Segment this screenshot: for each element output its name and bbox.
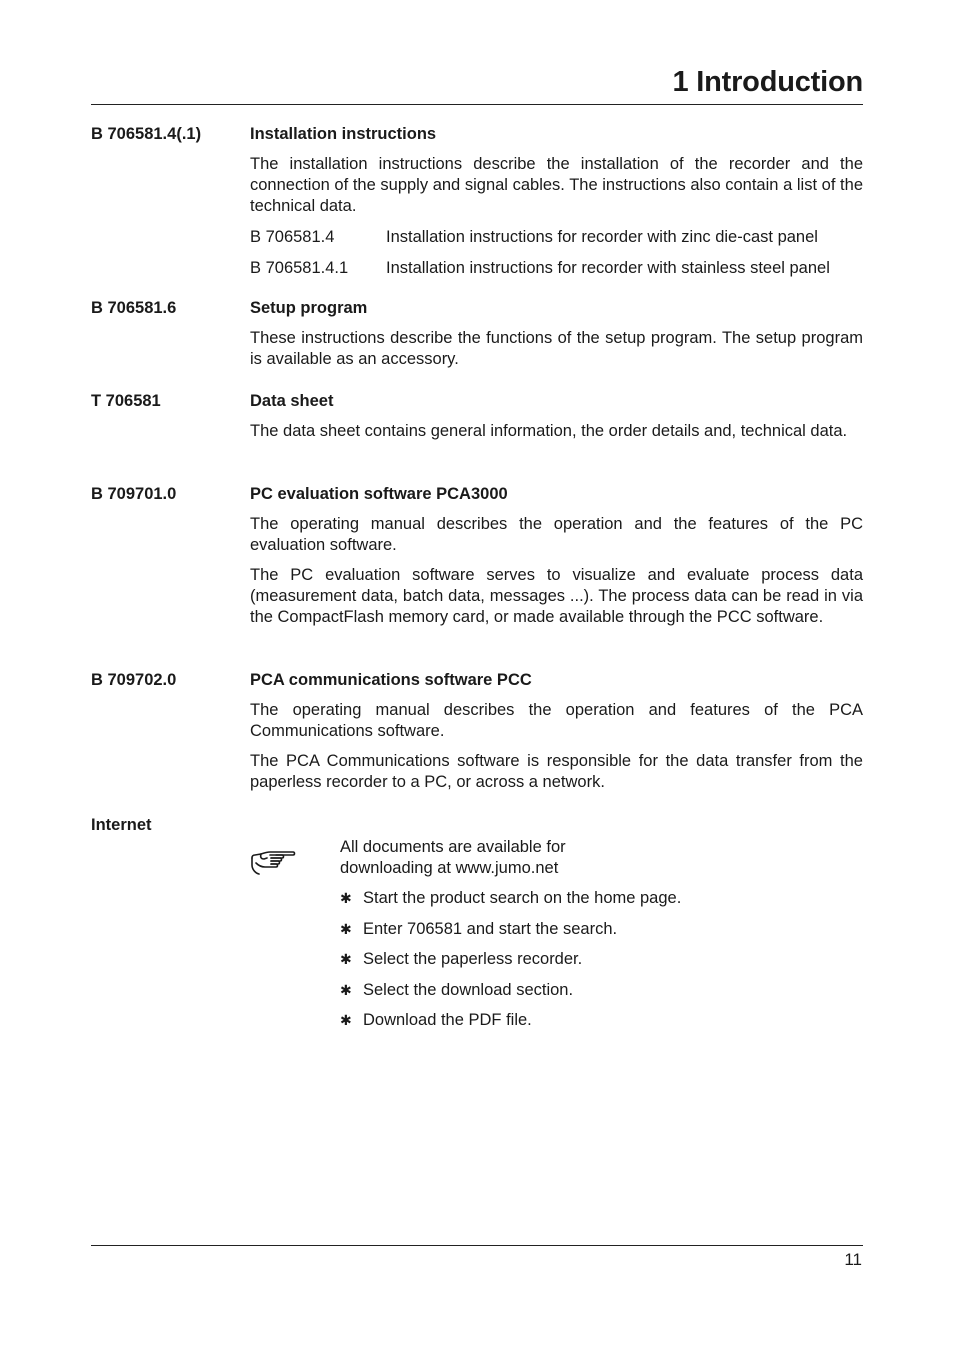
section-title: Installation instructions (250, 125, 437, 143)
header-divider (91, 104, 863, 105)
doc-section-data-sheet (91, 391, 863, 442)
document-code: T 706581 (91, 392, 161, 410)
step-text: Select the download section. (363, 980, 574, 999)
document-row (250, 227, 863, 248)
section-paragraph: The installation instructions describe the installation of the recorder and the connection of the supply and signal cables. The instructions also contain a list of the technical data. (250, 155, 863, 215)
doc-section-pca3000 (91, 484, 863, 628)
asterisk-bullet-icon: ✱ (340, 920, 352, 937)
download-steps-list (340, 888, 681, 1041)
pointing-hand-icon (249, 848, 297, 878)
section-title: PCA communications software PCC (250, 671, 532, 689)
section-title: PC evaluation software PCA3000 (250, 485, 508, 503)
asterisk-bullet-icon: ✱ (340, 890, 352, 906)
section-paragraph: These instructions describe the functions of the setup program. The setup program is available as an accessory. (250, 329, 863, 368)
section-paragraph: The operating manual describes the operation and features of the PCA Communications software. (250, 701, 863, 740)
download-note (340, 837, 566, 879)
list-item (340, 1010, 681, 1031)
section-title: Setup program (250, 299, 368, 317)
document-description: Installation instructions for recorder with zinc die-cast panel (386, 228, 818, 246)
list-item (340, 919, 681, 940)
document-code: B 706581.6 (91, 299, 177, 317)
section-paragraph: The PC evaluation software serves to visualize and evaluate process data (measurement data, batch data, messages ...). The process data can be read in via the CompactFlash memory card, or made available through the PCC software. (250, 566, 863, 626)
section-paragraph: The operating manual describes the operation and the features of the PC evaluation software. (250, 515, 863, 554)
section-title: Data sheet (250, 392, 334, 410)
page-title: 1 Introduction (672, 66, 863, 98)
document-number: B 706581.4.1 (250, 259, 349, 277)
download-note-line: All documents are available for (340, 838, 566, 856)
footer-divider (91, 1245, 863, 1246)
page-number: 11 (844, 1250, 862, 1269)
asterisk-bullet-icon: ✱ (340, 951, 352, 967)
document-code: B 709702.0 (91, 671, 177, 689)
doc-section-pcc (91, 670, 863, 793)
document-row (250, 258, 863, 279)
section-paragraph: The PCA Communications software is responsible for the data transfer from the paperless recorder to a PC, or across a network. (250, 752, 863, 791)
list-item (340, 980, 681, 1001)
step-text: Enter 706581 and start the search. (363, 919, 618, 938)
list-item (340, 949, 681, 970)
document-number: B 706581.4 (250, 228, 335, 246)
internet-heading: Internet (91, 816, 152, 834)
list-item (340, 888, 681, 909)
step-text: Start the product search on the home page. (363, 889, 682, 907)
document-description: Installation instructions for recorder with stainless steel panel (386, 259, 830, 277)
asterisk-bullet-icon: ✱ (340, 1012, 352, 1028)
step-text: Select the paperless recorder. (363, 950, 583, 968)
document-code: B 709701.0 (91, 485, 177, 503)
step-text: Download the PDF file. (363, 1011, 532, 1029)
doc-section-installation (91, 124, 863, 279)
asterisk-bullet-icon: ✱ (340, 981, 352, 998)
section-paragraph: The data sheet contains general information, the order details and, technical data. (250, 422, 848, 440)
download-note-line: downloading at www.jumo.net (340, 859, 559, 877)
doc-section-setup-program (91, 298, 863, 370)
document-code: B 706581.4(.1) (91, 125, 202, 143)
